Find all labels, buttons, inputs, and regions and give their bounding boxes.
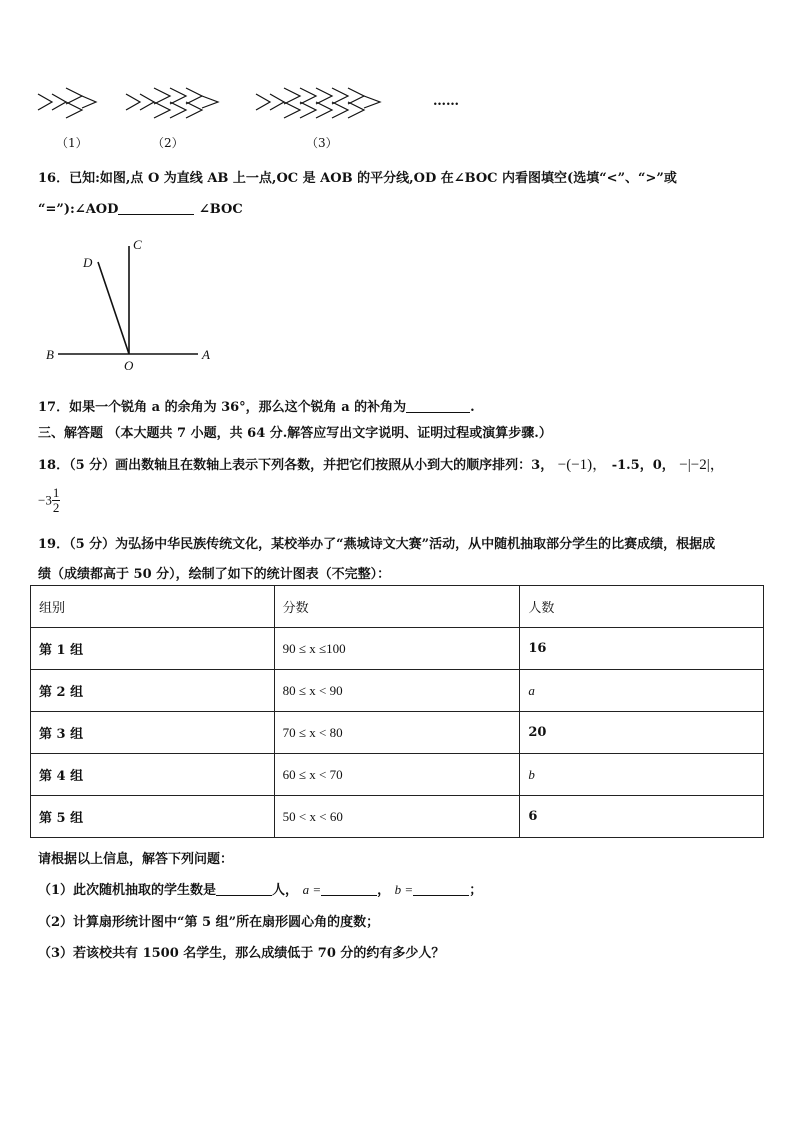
table-cell-group: 第 3 组: [31, 712, 275, 754]
table-cell-group: 第 2 组: [31, 670, 275, 712]
chevron-pattern-figures: [30, 82, 490, 124]
table-cell-group: 第 1 组: [31, 628, 275, 670]
q18-number-neg-abs-2: −|−2|，: [679, 457, 725, 473]
label-a: A: [202, 347, 210, 362]
q19-line1: 19．（5 分）为弘扬中华民族传统文化，某校举办了“燕城诗文大赛”活动，从中随机抽取部分学生的比赛成绩，根据成: [38, 537, 716, 552]
q18-text: 18．（5 分）画出数轴且在数轴上表示下列各数，并把它们按照从小到大的顺序排列：3，: [38, 458, 554, 473]
q17-end: .: [470, 400, 475, 415]
sub1-unit: 人，: [272, 883, 299, 898]
label-d: D: [83, 255, 93, 270]
q19-line2: 绩（成绩都高于 50 分），绘制了如下的统计图表（不完整）：: [38, 567, 391, 582]
table-header-cell: 组别: [31, 586, 275, 628]
ray-od: [98, 262, 129, 354]
table-cell-group: 第 5 组: [31, 796, 275, 838]
fraction-denominator: 2: [52, 500, 60, 515]
table-row: [31, 628, 764, 670]
q18-numbers: -1.5，0，: [611, 458, 675, 473]
q17-text: 17．如果一个锐角 a 的余角为 36°，那么这个锐角 a 的补角为: [38, 400, 407, 415]
q19-sub3: （3）若该校共有 1500 名学生，那么成绩低于 70 分的约有多少人？: [38, 946, 445, 961]
table-cell-count: b: [520, 754, 764, 796]
pattern-label-1: （1）: [56, 136, 88, 150]
label-c: C: [133, 237, 142, 252]
table-row: [31, 754, 764, 796]
sub1-sep: ，: [377, 883, 391, 898]
table-row: [31, 796, 764, 838]
table-cell-count: 20: [520, 712, 764, 754]
table-header-cell: 分数: [274, 586, 520, 628]
ellipsis: ……: [433, 94, 459, 109]
table-cell-group: 第 4 组: [31, 754, 275, 796]
q16-line1: 16．已知:如图,点 O 为直线 AB 上一点,OC 是 AOB 的平分线,OD 在∠BOC 内看图填空(选填“<”、“>”或: [38, 171, 677, 186]
label-b: B: [46, 347, 54, 362]
table-row: [31, 712, 764, 754]
q17-answer-blank[interactable]: [406, 398, 470, 413]
table-cell-score: 80 ≤ x < 90: [274, 670, 520, 712]
table-row: [31, 670, 764, 712]
table-cell-count: 16: [520, 628, 764, 670]
sub1-blank-b[interactable]: [413, 881, 469, 896]
table-cell-score: 70 ≤ x < 80: [274, 712, 520, 754]
q16-line2: [38, 200, 243, 217]
table-cell-count: 6: [520, 796, 764, 838]
fraction-numerator: 1: [52, 485, 60, 500]
q17: [38, 396, 475, 415]
q18-mixed-number: [38, 486, 60, 515]
sub1-b-label: b =: [394, 882, 414, 897]
sub1-blank-students[interactable]: [216, 881, 272, 896]
q19-intro: 请根据以上信息，解答下列问题：: [38, 852, 234, 867]
table-cell-score: 50 < x < 60: [274, 796, 520, 838]
table-cell-score: 90 ≤ x ≤100: [274, 628, 520, 670]
mixed-whole: −3: [38, 492, 52, 508]
score-table: [30, 585, 764, 838]
section-3-heading: 三、解答题 （本大题共 7 小题，共 64 分.解答应写出文字说明、证明过程或演算步骤.）: [38, 426, 552, 441]
q16-answer-blank[interactable]: [118, 200, 194, 215]
q16-prefix: “=”):∠AOD: [38, 202, 119, 217]
label-o: O: [124, 358, 134, 373]
q19-sub1: [38, 879, 482, 898]
sub1-text: （1）此次随机抽取的学生数是: [38, 883, 217, 898]
sub1-end: ；: [469, 883, 483, 898]
q16-suffix: ∠BOC: [198, 202, 243, 217]
table-header-cell: 人数: [520, 586, 764, 628]
q18-line1: [38, 453, 725, 474]
pattern-label-3: （3）: [306, 136, 338, 150]
sub1-blank-a[interactable]: [321, 881, 377, 896]
q19-sub2: （2）计算扇形统计图中“第 5 组”所在扇形圆心角的度数；: [38, 915, 380, 930]
table-header-row: [31, 586, 764, 628]
q18-number-neg-neg-1: −(−1)，: [557, 457, 608, 473]
fraction: [52, 486, 61, 515]
pattern-label-2: （2）: [152, 136, 184, 150]
table-cell-score: 60 ≤ x < 70: [274, 754, 520, 796]
table-cell-count: a: [520, 670, 764, 712]
sub1-a-label: a =: [302, 882, 322, 897]
